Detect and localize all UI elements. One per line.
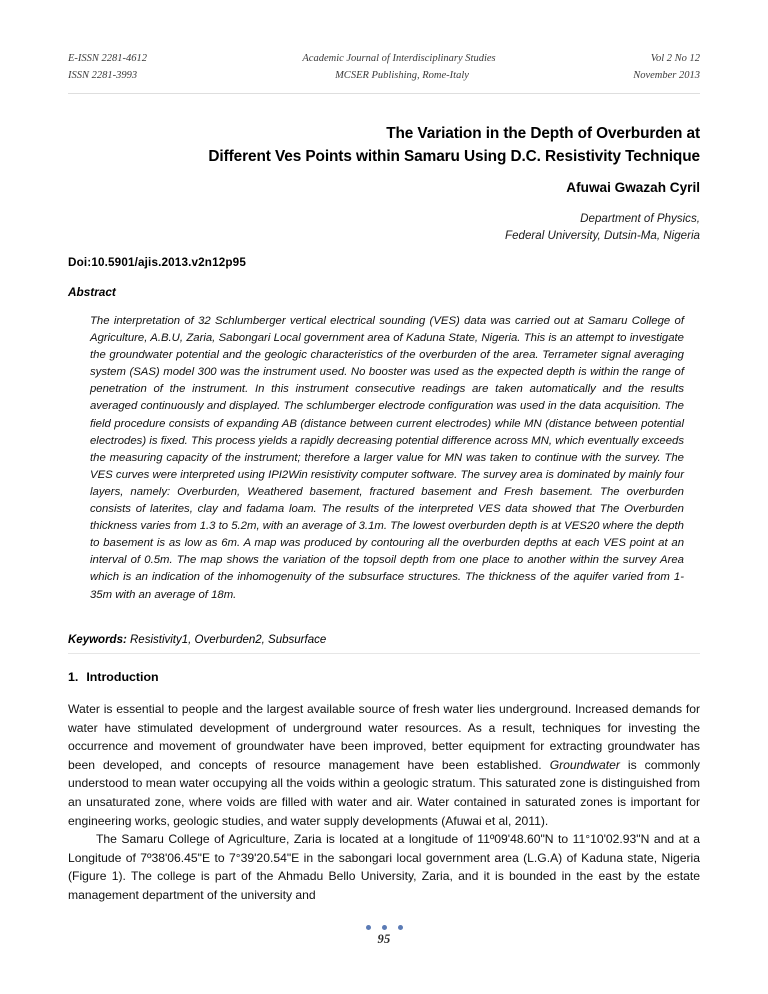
page-footer	[0, 925, 768, 947]
abstract-body: The interpretation of 32 Schlumberger vertical electrical sounding (VES) data was carried out at Samaru College of Agriculture, A.B.U, Zaria, Sabongari Local government area of Kaduna State, Nigeria. This is an attempt to investigate the groundwater potential and the geologic characteristics of the overburden of the area. Terrameter signal averaging system (SAS) model 300 was the instrument used. No booster was used as the expected depth is within the range of penetration of the instrument. In this instrument consecutive readings are taken automatically and the results averaged continuously and displayed. The schlumberger electrode configuration was used in the data acquisition. The field procedure consists of expanding AB (distance between current electrodes) while MN (distance between potential electrodes) is fixed. This process yields a rapidly decreasing potential difference across MN, which eventually exceeds the measuring capacity of the instrument; therefore a larger value for MN was taken to continue with the survey. The VES curves were interpreted using IPI2Win resistivity computer software. The survey area is dominated by mainly four layers, namely: Overburden, Weathered basement, fractured basement and Fresh basement. The overburden consists of laterites, clay and fadama loam. The results of the interpreted VES data showed that The Overburden thickness varies from 1.3 to 5.2m, with an average of 3.1m. The lowest overburden depth is at VES20 where the depth to basement is as low as 6m. A map was produced by contouring all the overburden depths at each VES point at an interval of 0.5m. The map shows the variation of the topsoil depth from one place to another within the survey Area which is an indication of the inhomogenuity of the subsurface structures. The thickness of the aquifer varied from 1-35m with an average of 18m.	[90, 315, 684, 601]
header-divider	[68, 93, 700, 94]
publication-date: November 2013	[633, 70, 700, 81]
footer-dot-icon	[398, 925, 403, 930]
keywords-label: Keywords:	[68, 634, 127, 646]
running-header-row-second	[68, 67, 700, 84]
page-number: 95	[377, 932, 391, 946]
paragraph-1	[68, 700, 700, 830]
footer-dot-icon	[366, 925, 371, 930]
section-heading-introduction	[68, 670, 159, 684]
author-affiliation	[68, 211, 700, 244]
doi-identifier: Doi:10.5901/ajis.2013.v2n12p95	[68, 256, 246, 269]
paragraph-1-emphasis: Groundwater	[549, 757, 620, 772]
title-line-1: The Variation in the Depth of Overburden at	[386, 125, 700, 142]
keywords-value: Resistivity1, Overburden2, Subsurface	[130, 634, 327, 646]
keywords-divider	[68, 653, 700, 654]
section-title: Introduction	[86, 670, 159, 684]
section-body	[68, 700, 700, 905]
affiliation-line-2: Federal University, Dutsin-Ma, Nigeria	[504, 228, 700, 242]
footer-dot-icon	[382, 925, 387, 930]
publisher-name: MCSER Publishing, Rome-Italy	[335, 70, 469, 81]
keywords	[68, 632, 700, 649]
issn-label: ISSN 2281-3993	[68, 70, 138, 81]
paragraph-1-part-1: Water is essential to people and the largest available source of fresh water lies underground. Increased demands for water have stimulated development of underground water resources. As a result, techniques for investing the occurrence and movement of groundwater have been improved, better equipment for extracting groundwater has been developed, and concepts of resource management have been established.	[68, 702, 700, 772]
page-title	[68, 122, 700, 168]
journal-name: Academic Journal of Interdisciplinary Studies	[302, 53, 496, 64]
section-number: 1.	[68, 670, 79, 684]
author-name: Afuwai Gwazah Cyril	[566, 180, 700, 195]
abstract-heading: Abstract	[68, 285, 116, 299]
affiliation-line-1: Department of Physics,	[580, 212, 700, 225]
running-header	[68, 50, 700, 90]
volume-issue: Vol 2 No 12	[650, 53, 700, 64]
title-line-2: Different Ves Points within Samaru Using D.C. Resistivity Technique	[208, 148, 700, 165]
running-header-row-first	[68, 50, 700, 67]
paragraph-2: The Samaru College of Agriculture, Zaria is located at a longitude of 11º09'48.60"N to 11°10'02.93"N and at a Longitude of 7º38'06.45"E to 7°39'20.54"E in the sabongari local government area (L.G.A) of Kaduna state, Nigeria (Figure 1). The college is part of the Ahmadu Bello University, Zaria, and it is bounded in the east by the estate management department of the university and	[68, 832, 700, 902]
footer-dots-ornament	[0, 925, 768, 930]
paragraph-1-part-2: is commonly understood to mean water occupying all the voids within a geologic stratum. This saturated zone is distinguished from an unsaturated zone, where voids are filled with water and air. Water contained in saturated zones is important for engineering works, geologic studies, and water supply developments (Afuwai et al, 2011).	[68, 757, 700, 828]
eissn-label: E-ISSN 2281-4612	[68, 53, 148, 64]
